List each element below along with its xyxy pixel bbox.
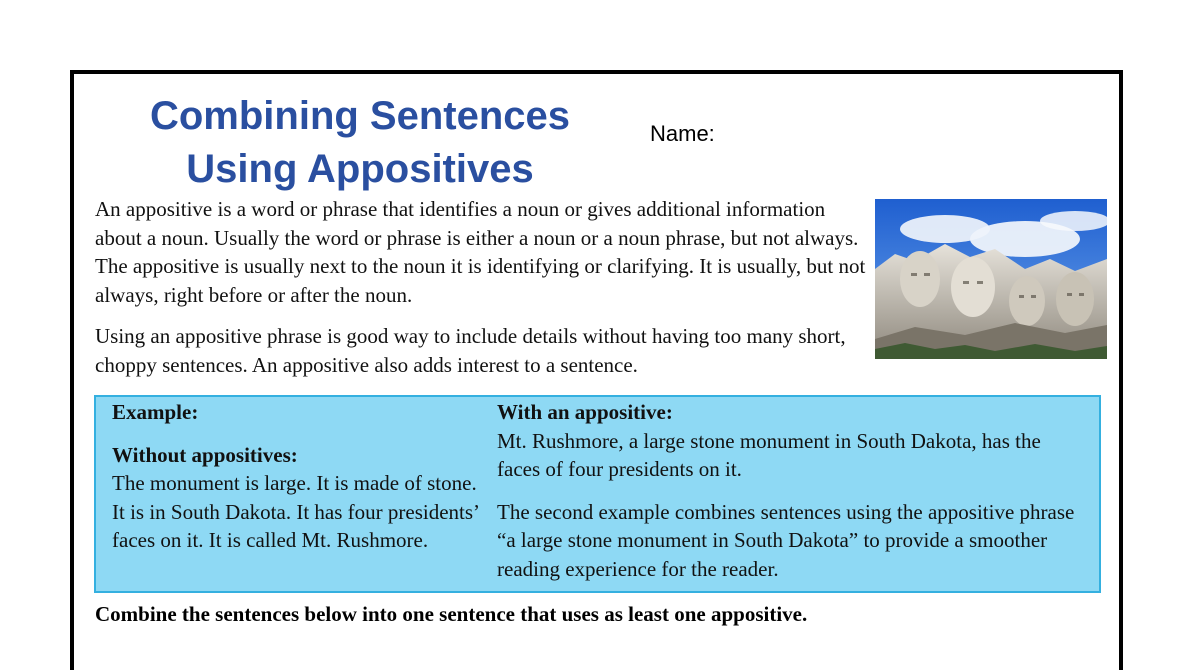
example-explanation: The second example combines sentences using the appositive phrase “a large stone monument in South Dakota” to provide a smoother reading experience for the reader. [497,499,1075,581]
mount-rushmore-photo [875,199,1107,359]
example-right-column [497,398,1087,583]
with-appositive-heading: With an appositive: [497,400,673,424]
example-heading: Example: [112,400,199,424]
page-title [110,90,610,196]
title-line-2: Using Appositives [186,147,534,191]
intro-paragraph-2: Using an appositive phrase is good way to include details without having too many short, choppy sentences. An appositive also adds interest to a sentence. [95,324,846,377]
instructions: Combine the sentences below into one sentence that uses as least one appositive. [95,602,808,626]
intro-paragraph-1: An appositive is a word or phrase that identifies a noun or gives additional information about a noun. Usually the word or phrase is either a noun or a noun phrase, but not always. The appositive is usually next to the noun it is identifying or clarifying. It is usually, but not always, right before or after the noun. [95,197,866,307]
with-appositive-text: Mt. Rushmore, a large stone monument in South Dakota, has the faces of four presidents on it. [497,428,1041,481]
without-appositives-heading: Without appositives: [112,442,298,467]
title-line-1: Combining Sentences [149,94,571,138]
name-label: Name: [650,121,715,146]
without-appositives-text: The monument is large. It is made of stone. It is in South Dakota. It has four presidents’ faces on it. It is called Mt. Rushmore. [112,471,479,552]
example-left-column [112,398,482,555]
